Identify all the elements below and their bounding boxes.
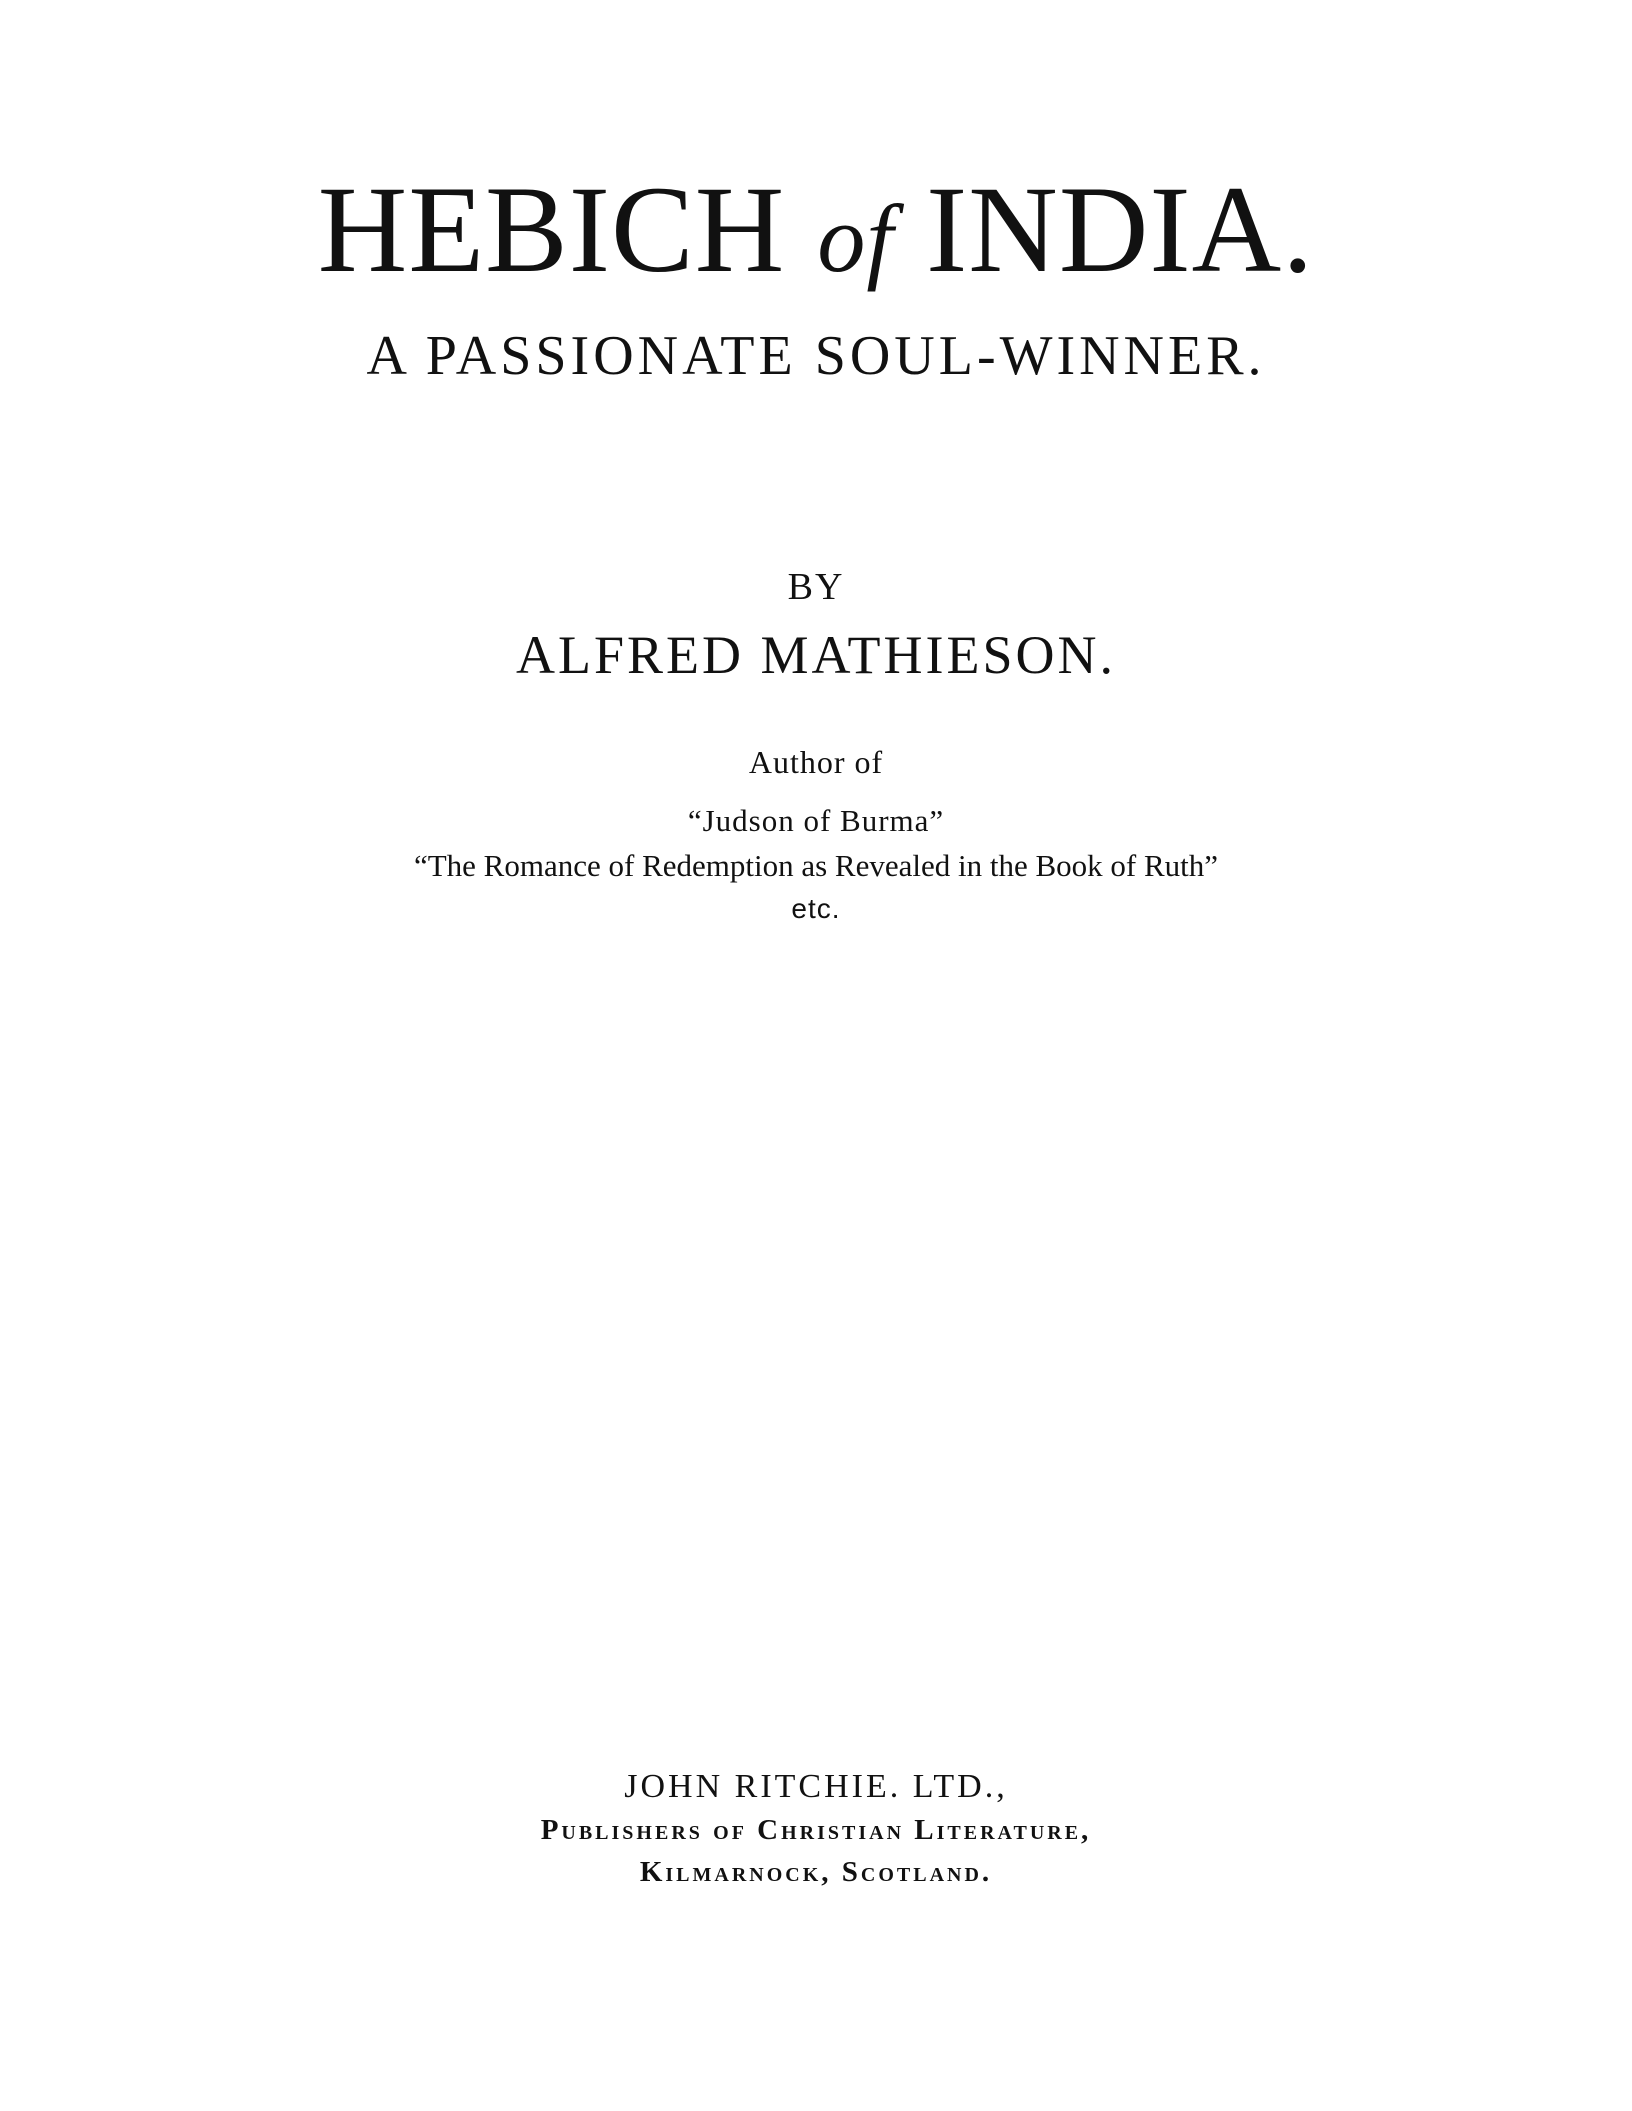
byline-by: BY [787,566,845,608]
book-subtitle: A PASSIONATE SOUL-WINNER. [366,325,1266,387]
book-title-part1: HEBICH [317,161,786,298]
other-work-item: “Judson of Burma” [687,803,945,838]
publisher-name: JOHN RITCHIE. LTD., [624,1768,1008,1805]
publisher-location: Kilmarnock, Scotland. [639,1856,993,1888]
other-works-intro: Author of [748,744,884,780]
other-works-etc: etc. [791,893,841,924]
book-title-connector: of [817,185,894,292]
author-name: ALFRED MATHIESON. [515,625,1117,685]
other-work-item: “The Romance of Redemption as Revealed in the Book of Ruth” [413,848,1219,883]
book-title-part2: INDIA. [926,161,1315,298]
book-title [0,161,1632,298]
publisher-description: Publishers of Christian Literature, [540,1814,1092,1846]
